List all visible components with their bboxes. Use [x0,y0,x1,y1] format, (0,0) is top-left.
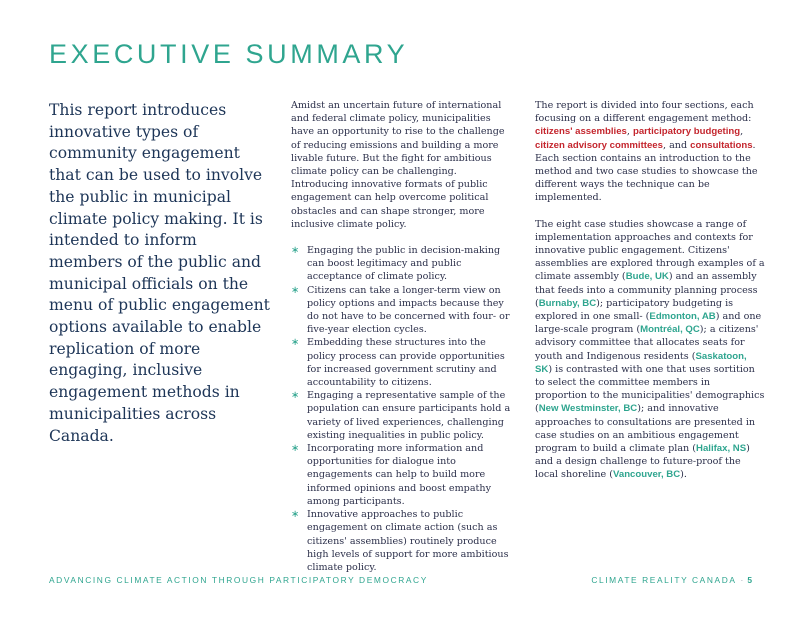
page-title: EXECUTIVE SUMMARY [49,39,409,69]
location-saskatoon: Saskatoon, SK [535,350,747,375]
page-number: 5 [747,575,752,585]
location-halifax: Halifax, NS [696,443,747,455]
list-item [291,244,515,284]
intro-text: This report introduces innovative types of community engagement that can be used to involve the public in municipal climate policy making. It is intended to inform members of the public and municipal officials on the menu of public engagement options available to enable replication of more engaging, inclusive engagement methods in municipalities across Canada. [49,101,270,445]
asterisk-bullet-icon: ∗ [291,443,300,455]
sections-text: The report is divided into four sections, each focusing on a different engagement method: [535,100,754,125]
benefits-list [291,244,515,574]
asterisk-bullet-icon: ∗ [291,284,300,296]
middle-column [291,99,515,574]
text-run: ); participatory budgeting is explored in one small- ( [535,297,734,323]
list-item-text: Citizens can take a longer-term view on policy options and impacts because they do not have to be concerned with four- or five-year election cycles. [307,284,510,336]
location-edmonton: Edmonton, AB [649,311,716,323]
list-item-text: Embedding these structures into the policy process can provide opportunities for increased government scrutiny and accountability to citizens. [307,337,505,389]
text-run: ); and innovative approaches to consultations are presented in case studies on an ambitious engagement program to build a climate plan ( [535,403,756,455]
list-item-text: Innovative approaches to public engagement on climate action (such as citizens' assemblies) routinely produce high levels of support for more ambitious climate policy. [307,509,509,573]
location-bude: Bude, UK [625,271,669,283]
footer-org: CLIMATE REALITY CANADA [591,575,737,585]
sections-paragraph [535,99,765,205]
text-run: , [626,126,633,138]
list-item-text: Engaging the public in decision-making can boost legitimacy and public acceptance of climate policy. [307,245,501,283]
location-new-westminster: New Westminster, BC [538,403,638,415]
asterisk-bullet-icon: ∗ [291,509,300,521]
list-item [291,284,515,337]
list-item [291,442,515,508]
text-run: ) and an assembly that feeds into a community planning process ( [535,271,758,309]
text-run: ); a citizens' advisory committee that allocates seats for youth and Indigenous residents ( [535,324,759,362]
location-montreal: Montréal, QC [640,324,700,336]
asterisk-bullet-icon: ∗ [291,245,300,257]
text-run: ) is contrasted with one that uses sortition to select the committee members in proportion to the municipalities' demographics ( [535,363,765,415]
location-burnaby: Burnaby, BC [538,297,597,309]
text-run: , and [662,139,691,151]
sections-text: . Each section contains an introduction to the method and two case studies to showcase the different ways the technique can be implemented. [535,139,758,204]
list-item-text: Engaging a representative sample of the population can ensure participants hold a variety of lived experiences, challenging existing inequalities in public policy. [307,390,511,441]
middle-paragraph: Amidst an uncertain future of international and federal climate policy, municipalities have an opportunity to rise to the challenge of reducing emissions and building a more livable future. But the fight for ambitious climate policy can be challenging. Introducing innovative formats of public engagement can help overcome political obstacles and can shape stronger, more inclusive climate policy. [291,100,505,230]
footer-separator: · [740,575,744,585]
text-run: The eight case studies showcase a range of implementation approaches and contexts for innovative public engagement. Citizens' assemblies are explored through examples of a climate assembly ( [535,218,765,283]
text-run: , [740,126,744,138]
method-participatory-budgeting: participatory budgeting [632,126,741,138]
footer-page-info [591,575,752,585]
right-column [535,99,765,482]
text-run: ). [680,469,687,481]
list-item [291,508,515,574]
location-vancouver: Vancouver, BC [612,469,681,481]
list-item [291,389,515,442]
asterisk-bullet-icon: ∗ [291,390,300,402]
method-citizens-assemblies: citizens' assemblies [535,126,627,138]
method-citizen-advisory-committees: citizen advisory committees [535,139,663,151]
asterisk-bullet-icon: ∗ [291,337,300,349]
text-run: ) and a design challenge to future-proof the local shoreline ( [535,443,750,481]
footer-report-title: ADVANCING CLIMATE ACTION THROUGH PARTICIPATORY DEMOCRACY [49,575,428,585]
list-item-text: Incorporating more information and opportunities for dialogue into engagements can help to build more informed opinions and boost empathy among participants. [307,443,491,507]
text-run: ) and one large-scale program ( [535,311,762,336]
list-item [291,336,515,389]
case-studies-paragraph [535,218,765,482]
method-consultations: consultations [690,139,753,151]
